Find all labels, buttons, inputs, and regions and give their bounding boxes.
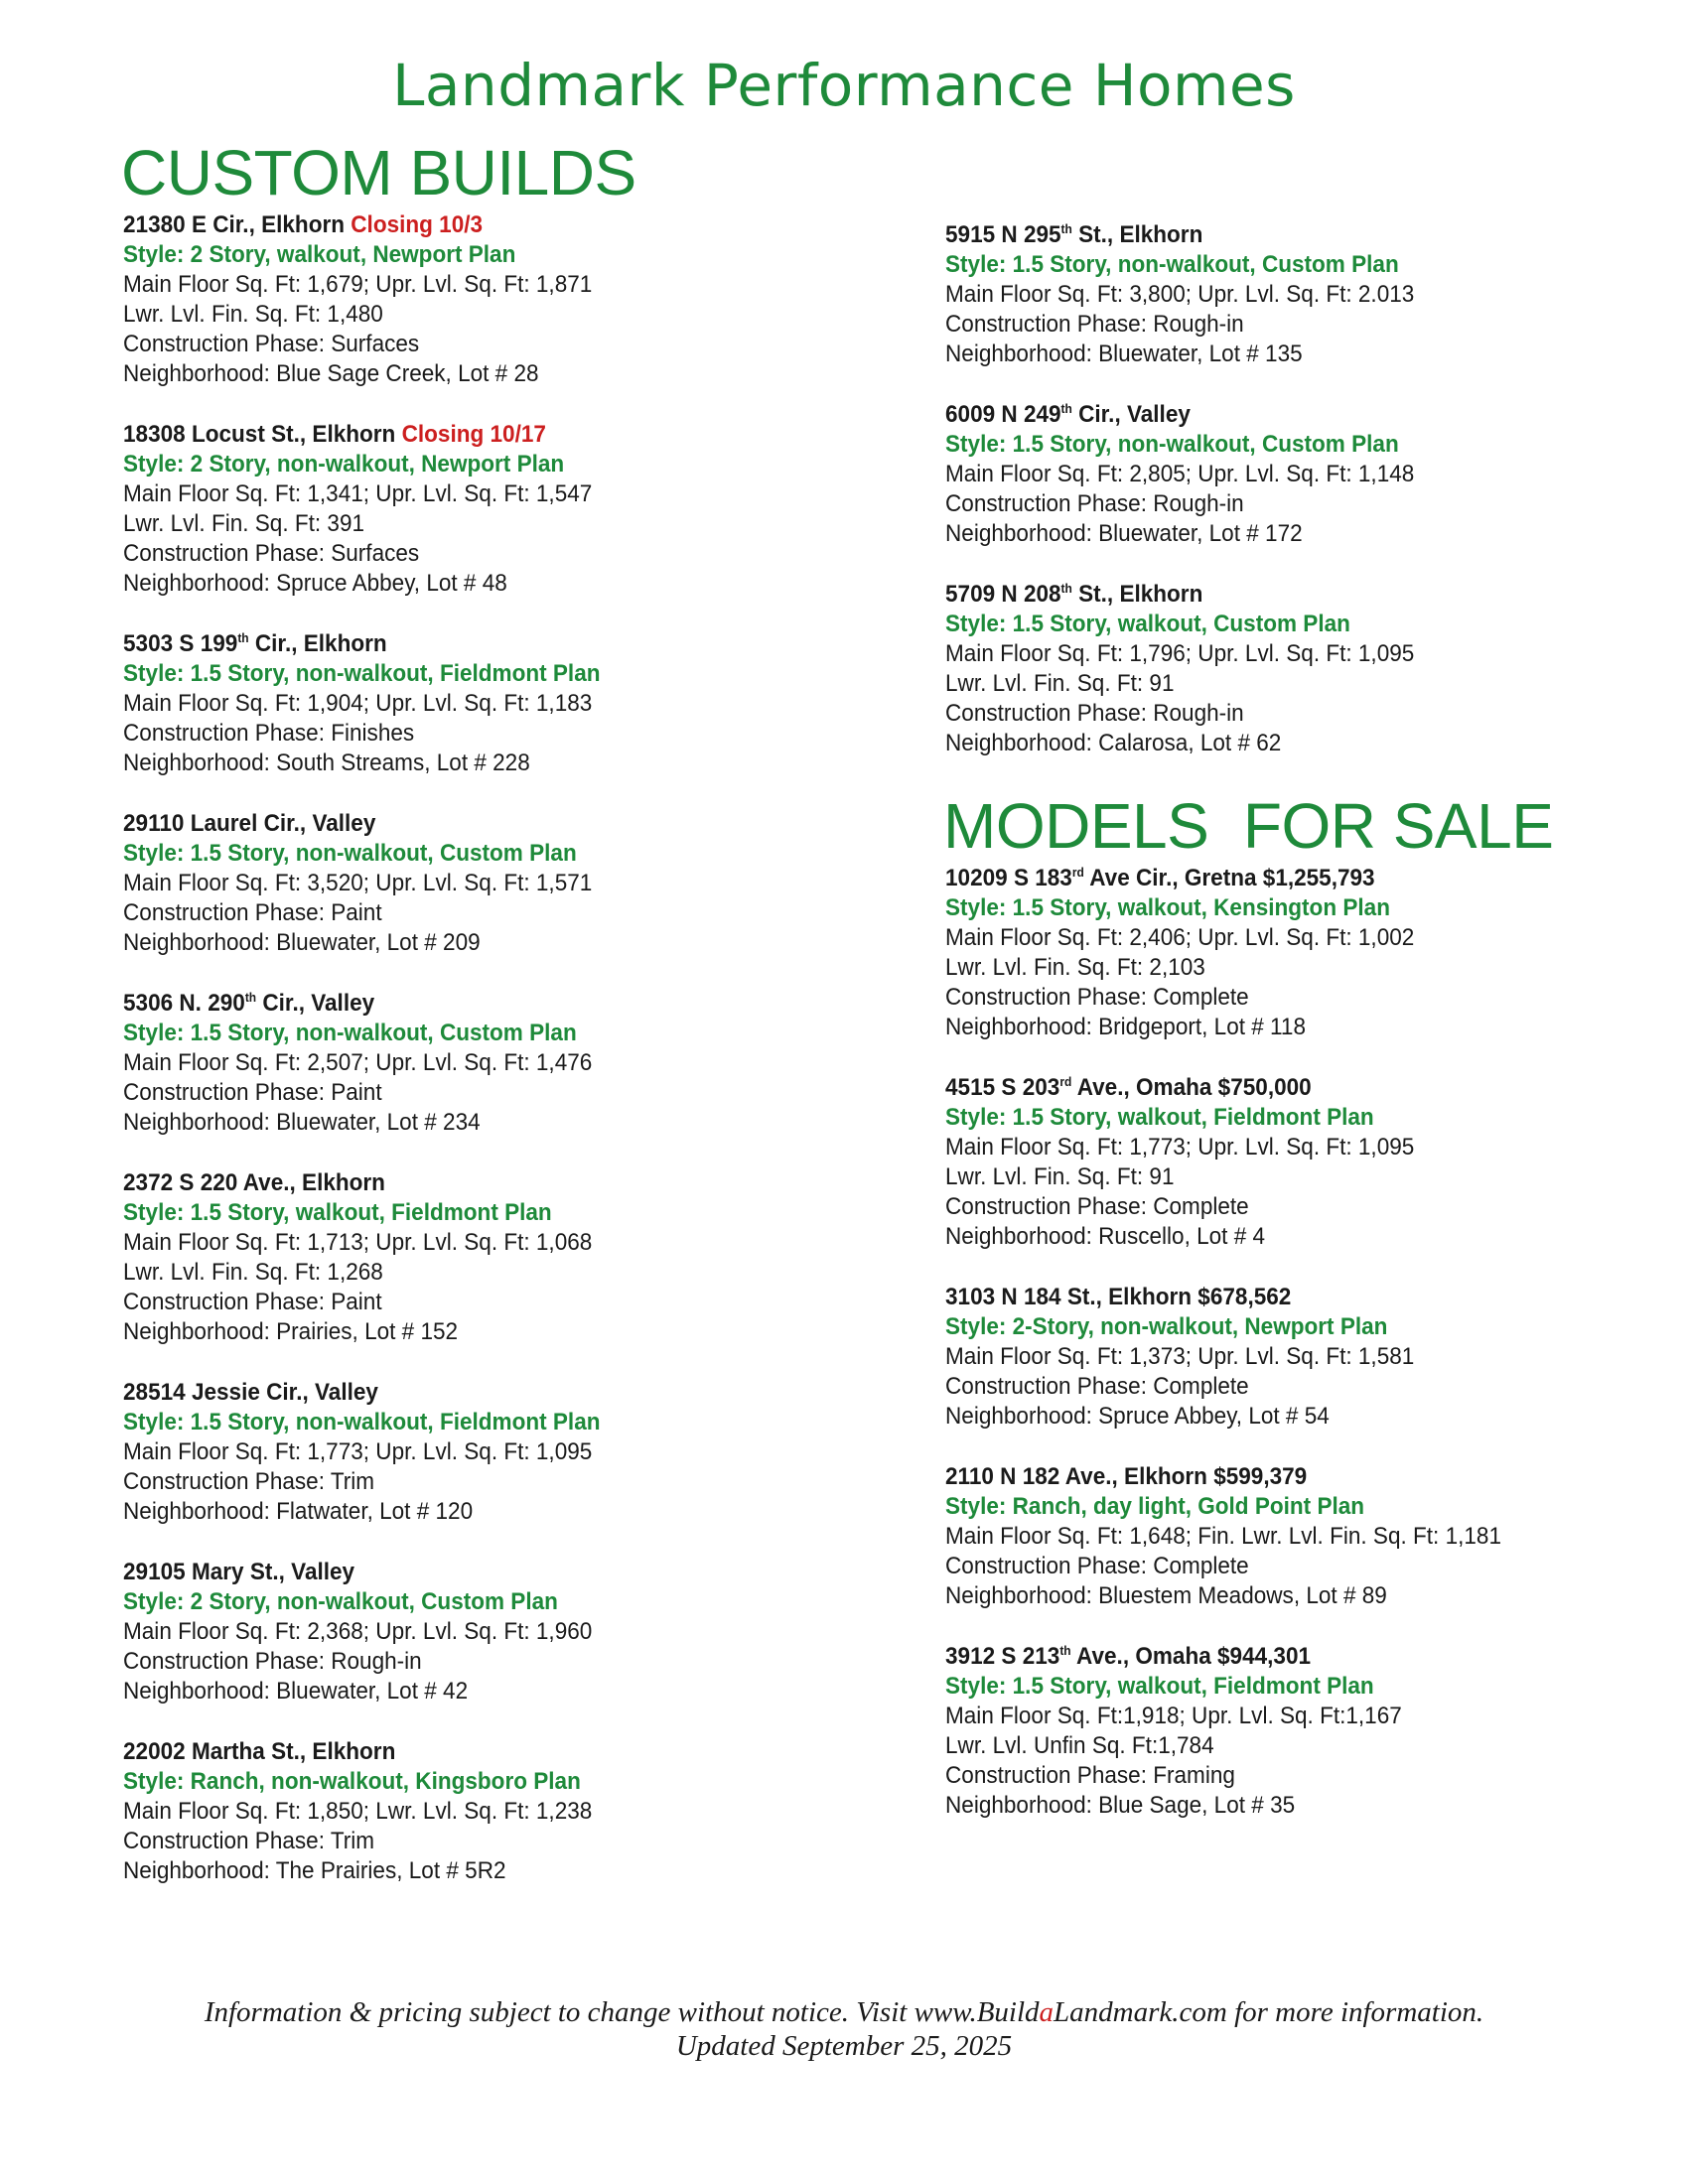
listing-detail: Main Floor Sq. Ft:1,918; Upr. Lvl. Sq. Ft:1,167	[945, 1703, 1402, 1729]
listing-detail: Construction Phase: Trim	[123, 1828, 375, 1854]
listing-style: Style: 1.5 Story, walkout, Kensington Plan	[945, 894, 1390, 921]
footer-disclaimer	[0, 1995, 1688, 2063]
listing-detail: Neighborhood: Calarosa, Lot # 62	[945, 730, 1282, 756]
listing-detail: Neighborhood: Flatwater, Lot # 120	[123, 1498, 474, 1525]
listing	[945, 1642, 1640, 1821]
address-start: 3912 S 213	[945, 1643, 1060, 1670]
listing-detail: Construction Phase: Surfaces	[123, 331, 420, 357]
listing-detail: Lwr. Lvl. Fin. Sq. Ft: 391	[123, 510, 365, 537]
listing-address	[123, 809, 817, 839]
listing-address	[945, 580, 1585, 610]
address-start: 10209 S 183	[945, 865, 1072, 891]
listing-detail: Lwr. Lvl. Fin. Sq. Ft: 2,103	[945, 954, 1205, 981]
listing-detail: Main Floor Sq. Ft: 1,773; Upr. Lvl. Sq. Ft: 1,095	[123, 1438, 593, 1465]
listing	[945, 1462, 1640, 1611]
listing	[123, 420, 878, 599]
listing-detail: Construction Phase: Complete	[945, 984, 1249, 1011]
listing-address	[945, 1462, 1585, 1492]
listing-detail: Construction Phase: Rough-in	[945, 490, 1244, 517]
custom-builds-column	[121, 137, 878, 1917]
listing-detail: Neighborhood: Bluewater, Lot # 234	[123, 1109, 481, 1136]
listing-address	[945, 400, 1585, 430]
listing-address	[123, 1378, 817, 1408]
address-start: 5709 N 208	[945, 581, 1061, 608]
listing-detail: Neighborhood: Blue Sage Creek, Lot # 28	[123, 360, 539, 387]
listing	[945, 580, 1640, 758]
address-end: Ave., Omaha $944,301	[1070, 1643, 1312, 1670]
listing-detail: Main Floor Sq. Ft: 1,713; Upr. Lvl. Sq. Ft: 1,068	[123, 1229, 593, 1256]
listing	[123, 1558, 878, 1706]
listing-style: Style: 1.5 Story, non-walkout, Fieldmont Plan	[123, 1409, 601, 1435]
address-end: Ave., Omaha $750,000	[1071, 1074, 1312, 1101]
address-text: 2110 N 182 Ave., Elkhorn $599,379	[945, 1463, 1308, 1490]
models-for-sale-list	[945, 864, 1640, 1821]
address-start: 5915 N 295	[945, 221, 1061, 248]
listing-style: Style: 2 Story, walkout, Newport Plan	[123, 241, 516, 268]
listing	[123, 1378, 878, 1527]
listing-detail: Neighborhood: Spruce Abbey, Lot # 54	[945, 1403, 1330, 1430]
listing-detail: Neighborhood: The Prairies, Lot # 5R2	[123, 1857, 506, 1884]
listing-detail: Neighborhood: Bridgeport, Lot # 118	[945, 1014, 1306, 1040]
listing-address	[123, 1737, 817, 1767]
listing	[945, 1283, 1640, 1432]
listing-detail: Neighborhood: Prairies, Lot # 152	[123, 1318, 459, 1345]
address-text: 28514 Jessie Cir., Valley	[123, 1379, 378, 1406]
address-end: Cir., Valley	[256, 990, 375, 1017]
listing-detail: Construction Phase: Paint	[123, 1289, 382, 1315]
listing	[945, 1073, 1640, 1252]
listing-detail: Main Floor Sq. Ft: 1,648; Fin. Lwr. Lvl. Fin. Sq. Ft: 1,181	[945, 1523, 1501, 1550]
listing	[945, 400, 1640, 549]
listing-detail: Neighborhood: Bluewater, Lot # 172	[945, 520, 1303, 547]
listing-style: Style: Ranch, day light, Gold Point Plan	[945, 1493, 1365, 1520]
listing-style: Style: 1.5 Story, non-walkout, Custom Plan	[123, 1020, 577, 1046]
address-text: 22002 Martha St., Elkhorn	[123, 1738, 396, 1765]
address-end: Cir., Valley	[1071, 401, 1191, 428]
listing-address	[123, 210, 817, 240]
address-ordinal-suffix: th	[1060, 220, 1072, 236]
listing-detail: Main Floor Sq. Ft: 2,805; Upr. Lvl. Sq. Ft: 1,148	[945, 461, 1415, 487]
listing-style: Style: Ranch, non-walkout, Kingsboro Plan	[123, 1768, 581, 1795]
listing-detail: Lwr. Lvl. Fin. Sq. Ft: 91	[945, 670, 1175, 697]
address-text: 21380 E Cir., Elkhorn	[123, 211, 346, 238]
listing-style: Style: 2 Story, non-walkout, Custom Plan	[123, 1588, 558, 1615]
listing-style: Style: 2 Story, non-walkout, Newport Plan	[123, 451, 565, 478]
listing-detail: Construction Phase: Complete	[945, 1193, 1249, 1220]
listing-detail: Main Floor Sq. Ft: 2,368; Upr. Lvl. Sq. Ft: 1,960	[123, 1618, 593, 1645]
address-start: 6009 N 249	[945, 401, 1061, 428]
listing	[123, 989, 878, 1138]
listing-detail: Lwr. Lvl. Fin. Sq. Ft: 91	[945, 1163, 1175, 1190]
listing-style: Style: 1.5 Story, non-walkout, Custom Plan	[945, 251, 1399, 278]
address-end: St., Elkhorn	[1071, 221, 1203, 248]
listing-detail: Neighborhood: Bluestem Meadows, Lot # 89	[945, 1582, 1387, 1609]
listing-detail: Main Floor Sq. Ft: 1,773; Upr. Lvl. Sq. Ft: 1,095	[945, 1134, 1415, 1160]
listing-detail: Main Floor Sq. Ft: 1,373; Upr. Lvl. Sq. Ft: 1,581	[945, 1343, 1415, 1370]
listing-style: Style: 1.5 Story, non-walkout, Custom Plan	[945, 431, 1399, 458]
address-text: 29105 Mary St., Valley	[123, 1559, 355, 1585]
address-text: 18308 Locust St., Elkhorn	[123, 421, 396, 448]
listing	[123, 210, 878, 389]
address-ordinal-suffix: th	[1060, 400, 1072, 416]
listing-detail: Lwr. Lvl. Fin. Sq. Ft: 1,268	[123, 1259, 383, 1286]
address-start: 5303 S 199	[123, 630, 238, 657]
listing-detail: Neighborhood: Ruscello, Lot # 4	[945, 1223, 1266, 1250]
listing	[945, 864, 1640, 1042]
custom-builds-list-right	[945, 220, 1640, 758]
listing-detail: Main Floor Sq. Ft: 1,904; Upr. Lvl. Sq. Ft: 1,183	[123, 690, 593, 717]
address-ordinal-suffix: rd	[1071, 864, 1084, 880]
address-end: Cir., Elkhorn	[248, 630, 387, 657]
listing-detail: Construction Phase: Framing	[945, 1762, 1235, 1789]
listing	[123, 1168, 878, 1347]
listing-address	[945, 864, 1585, 893]
listing	[123, 809, 878, 958]
listing-style: Style: 1.5 Story, walkout, Fieldmont Plan	[123, 1199, 552, 1226]
closing-date: Closing 10/3	[351, 211, 484, 238]
listing-detail: Construction Phase: Rough-in	[945, 700, 1244, 727]
company-name: Landmark Performance Homes	[392, 52, 1296, 119]
listing-detail: Construction Phase: Surfaces	[123, 540, 420, 567]
footer-text-start: Information & pricing subject to change without notice. Visit www.Build	[204, 1996, 1040, 2028]
footer-line-1	[0, 1995, 1688, 2029]
footer-updated-date: Updated September 25, 2025	[675, 2030, 1013, 2062]
listing	[123, 629, 878, 778]
listing-detail: Neighborhood: Bluewater, Lot # 135	[945, 341, 1303, 367]
listing-detail: Main Floor Sq. Ft: 2,406; Upr. Lvl. Sq. Ft: 1,002	[945, 924, 1415, 951]
listing-detail: Construction Phase: Trim	[123, 1468, 375, 1495]
listing-detail: Main Floor Sq. Ft: 2,507; Upr. Lvl. Sq. Ft: 1,476	[123, 1049, 593, 1076]
listing-detail: Neighborhood: Blue Sage, Lot # 35	[945, 1792, 1296, 1819]
listing-detail: Lwr. Lvl. Fin. Sq. Ft: 1,480	[123, 301, 383, 328]
custom-builds-column-right	[945, 220, 1640, 789]
listing-style: Style: 1.5 Story, non-walkout, Custom Plan	[123, 840, 577, 867]
address-start: 4515 S 203	[945, 1074, 1060, 1101]
address-ordinal-suffix: th	[1060, 580, 1072, 596]
listing-detail: Construction Phase: Finishes	[123, 720, 415, 747]
custom-builds-list	[123, 210, 878, 1886]
listing-style: Style: 2-Story, non-walkout, Newport Plan	[945, 1313, 1388, 1340]
listing-detail: Main Floor Sq. Ft: 1,679; Upr. Lvl. Sq. Ft: 1,871	[123, 271, 593, 298]
listing-address	[123, 420, 817, 450]
listing-detail: Main Floor Sq. Ft: 1,341; Upr. Lvl. Sq. Ft: 1,547	[123, 480, 593, 507]
closing-date: Closing 10/17	[401, 421, 546, 448]
listing-detail: Main Floor Sq. Ft: 1,850; Lwr. Lvl. Sq. Ft: 1,238	[123, 1798, 593, 1825]
models-for-sale-column	[943, 790, 1640, 1851]
models-for-sale-heading: MODELS FOR SALE	[943, 790, 1554, 862]
address-end: Ave Cir., Gretna $1,255,793	[1083, 865, 1375, 891]
listing-style: Style: 1.5 Story, walkout, Fieldmont Plan	[945, 1104, 1374, 1131]
listing-detail: Neighborhood: Bluewater, Lot # 209	[123, 929, 481, 956]
address-ordinal-suffix: rd	[1059, 1073, 1072, 1089]
listing-detail: Main Floor Sq. Ft: 3,520; Upr. Lvl. Sq. Ft: 1,571	[123, 870, 593, 896]
address-text: 29110 Laurel Cir., Valley	[123, 810, 376, 837]
address-ordinal-suffix: th	[237, 629, 249, 645]
listing-detail: Construction Phase: Complete	[945, 1373, 1249, 1400]
listing-address	[945, 1283, 1585, 1312]
listing-detail: Neighborhood: Spruce Abbey, Lot # 48	[123, 570, 507, 597]
listing-detail: Construction Phase: Complete	[945, 1553, 1249, 1579]
footer-highlight-letter: a	[1039, 1996, 1055, 2028]
listing-address	[123, 629, 817, 659]
listing-address	[945, 1073, 1585, 1103]
listing-style: Style: 1.5 Story, non-walkout, Fieldmont Plan	[123, 660, 601, 687]
custom-builds-heading: CUSTOM BUILDS	[121, 137, 636, 208]
listing-detail: Construction Phase: Paint	[123, 899, 382, 926]
listing-address	[123, 1558, 817, 1587]
listing-detail: Main Floor Sq. Ft: 3,800; Upr. Lvl. Sq. Ft: 2.013	[945, 281, 1415, 308]
listing-detail: Lwr. Lvl. Unfin Sq. Ft:1,784	[945, 1732, 1214, 1759]
listing-detail: Construction Phase: Paint	[123, 1079, 382, 1106]
listing	[123, 1737, 878, 1886]
footer-text-end: Landmark.com for more information.	[1054, 1996, 1484, 2028]
listing-style: Style: 1.5 Story, walkout, Custom Plan	[945, 611, 1350, 637]
listing-detail: Construction Phase: Rough-in	[123, 1648, 422, 1675]
listing-detail: Neighborhood: South Streams, Lot # 228	[123, 750, 530, 776]
listing-address	[123, 1168, 817, 1198]
listing-address	[945, 220, 1585, 250]
address-ordinal-suffix: th	[244, 989, 257, 1005]
address-text: 2372 S 220 Ave., Elkhorn	[123, 1169, 385, 1196]
listing	[945, 220, 1640, 369]
address-end: St., Elkhorn	[1071, 581, 1203, 608]
listing-detail: Neighborhood: Bluewater, Lot # 42	[123, 1678, 469, 1705]
address-ordinal-suffix: th	[1059, 1642, 1071, 1658]
listing-style: Style: 1.5 Story, walkout, Fieldmont Plan	[945, 1673, 1374, 1700]
listing-address	[123, 989, 817, 1019]
listing-address	[945, 1642, 1585, 1672]
address-start: 5306 N. 290	[123, 990, 245, 1017]
address-text: 3103 N 184 St., Elkhorn $678,562	[945, 1284, 1292, 1310]
listing-detail: Main Floor Sq. Ft: 1,796; Upr. Lvl. Sq. Ft: 1,095	[945, 640, 1415, 667]
listing-detail: Construction Phase: Rough-in	[945, 311, 1244, 338]
